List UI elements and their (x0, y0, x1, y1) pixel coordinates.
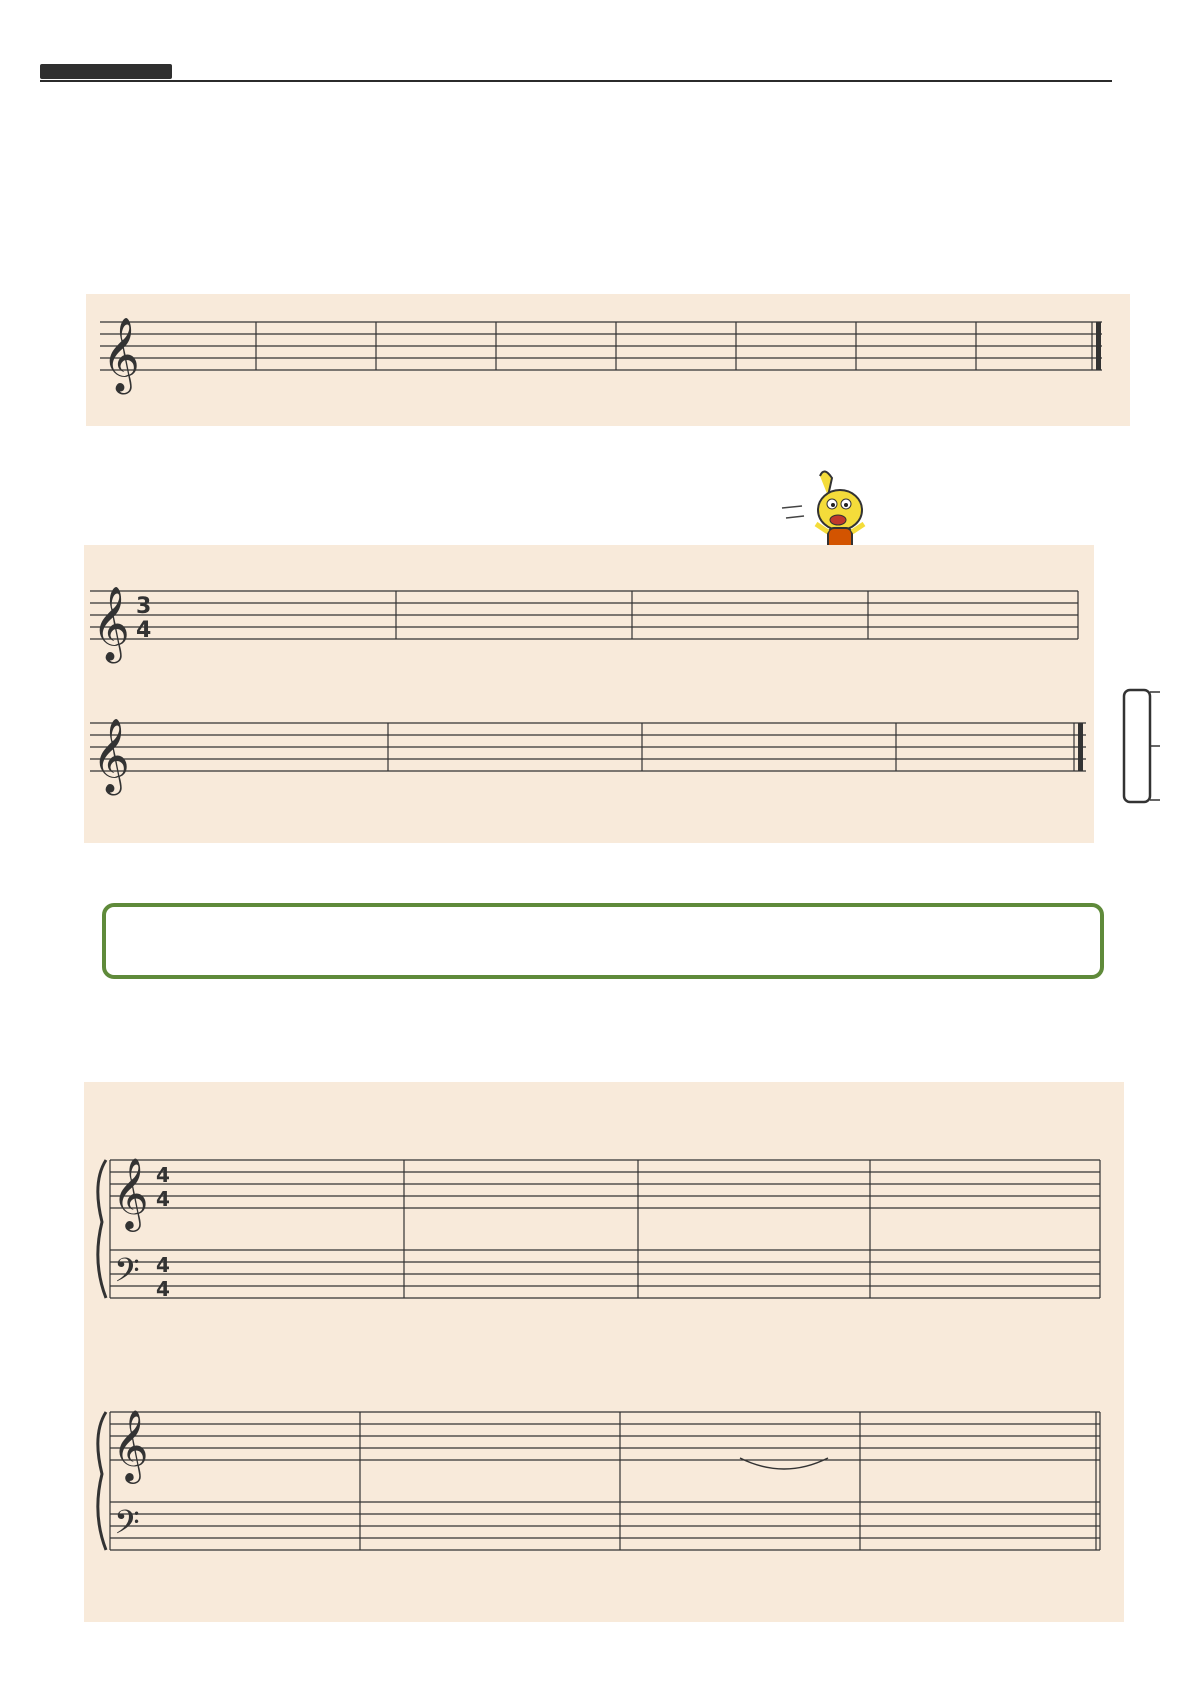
intervals-staff-panel (86, 294, 1130, 426)
svg-text:3: 3 (136, 594, 152, 619)
intervals-staff (86, 294, 1130, 426)
logo-bar (40, 64, 172, 79)
svg-text:4: 4 (156, 1187, 170, 1211)
svg-text:𝄞: 𝄞 (112, 1408, 149, 1481)
header-rule (40, 80, 1112, 82)
svg-text:4: 4 (136, 618, 152, 643)
warmup-score (84, 545, 1094, 843)
svg-text:𝄞: 𝄞 (92, 587, 130, 661)
piece-panel (84, 1082, 1124, 1622)
svg-text:𝄞: 𝄞 (112, 1156, 149, 1229)
svg-text:4: 4 (156, 1253, 170, 1277)
svg-text:𝄢: 𝄢 (114, 1504, 140, 1550)
a-tempo-info-box (102, 903, 1104, 979)
svg-text:𝄞: 𝄞 (92, 719, 130, 793)
bellows-scale-icon (1120, 686, 1180, 816)
piece-score (84, 1082, 1124, 1622)
svg-text:4: 4 (156, 1277, 170, 1301)
book-logo (40, 52, 172, 80)
warmup-panel (84, 545, 1094, 843)
svg-text:𝄢: 𝄢 (114, 1252, 140, 1298)
svg-text:4: 4 (156, 1163, 170, 1187)
svg-text:𝄞: 𝄞 (102, 318, 140, 392)
